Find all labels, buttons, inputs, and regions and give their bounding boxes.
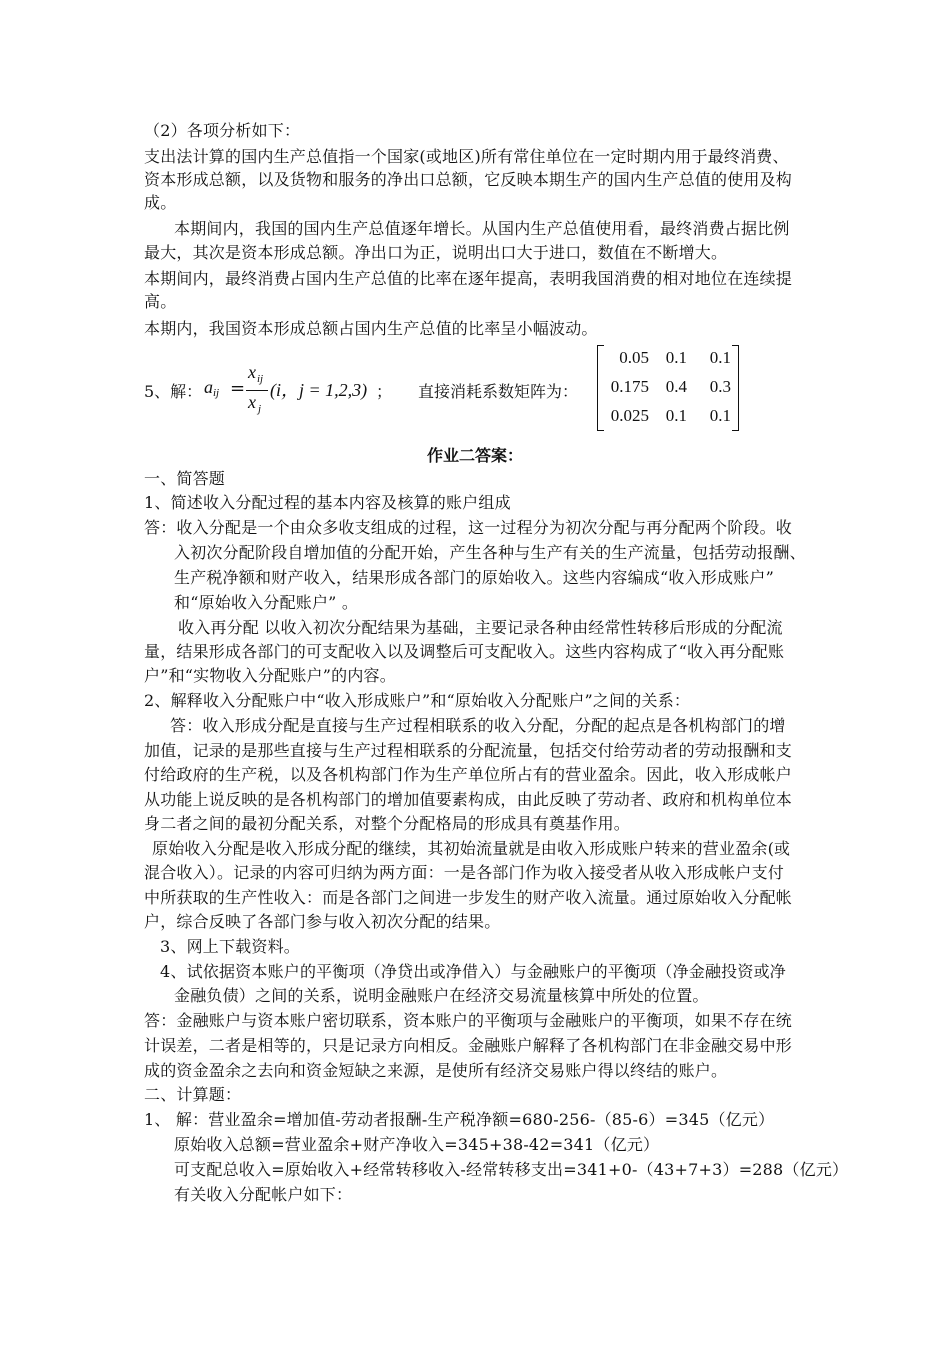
question-line: 金融负债）之间的关系，说明金融账户在经济交易流量核算中所处的位置。	[174, 986, 709, 1005]
formula-equals: =	[230, 378, 246, 399]
formula-numerator: x	[248, 362, 256, 382]
answer-line: 答：收入形成分配是直接与生产过程相联系的收入分配，分配的起点是各机构部门的增	[170, 716, 786, 735]
section-heading: 二、计算题：	[144, 1085, 242, 1104]
answer-line: 生产税净额和财产收入，结果形成各部门的原始收入。这些内容编成“收入形成账户”	[174, 568, 774, 587]
answer-line: 混合收入）。记录的内容可归纳为两方面：一是各部门作为收入接受者从收入形成帐户支付	[144, 863, 785, 882]
fraction-bar	[246, 390, 268, 391]
calculation-line: 可支配总收入=原始收入+经常转移收入-经常转移支出=341+0-（43+7+3）=288（亿元）	[174, 1160, 849, 1179]
formula-lhs-sub: ij	[213, 387, 220, 399]
matrix-cell: 0.175	[610, 377, 649, 396]
formula-numerator-sub: ij	[257, 373, 264, 385]
answer-line: 身二者之间的最初分配关系，对整个分配格局的形成具有奠基作用。	[144, 814, 631, 833]
calculation-line: 原始收入总额=营业盈余+财产净收入=345+38-42=341（亿元）	[174, 1135, 660, 1154]
paragraph-line: 成。	[144, 193, 177, 212]
matrix-cell: 0.3	[709, 377, 731, 396]
formula-arguments: (i，j = 1,2,3)	[270, 380, 368, 400]
paragraph-line: 高。	[144, 292, 177, 311]
paragraph-line: 支出法计算的国内生产总值指一个国家(或地区)所有常住单位在一定时期内用于最终消费、	[144, 147, 789, 166]
answer-line: 户，综合反映了各部门参与收入初次分配的结果。	[144, 912, 501, 931]
matrix-cell: 0.1	[709, 406, 731, 425]
coefficient-matrix	[597, 345, 739, 429]
matrix-cell: 0.1	[665, 348, 687, 367]
answer-line: 从功能上说反映的是各机构部门的增加值要素构成，由此反映了劳动者、政府和机构单位本	[144, 790, 793, 809]
answer-line: 入初次分配阶段自增加值的分配开始，产生各种与生产有关的生产流量，包括劳动报酬、	[174, 543, 806, 562]
answer-line: 加值，记录的是那些直接与生产过程相联系的分配流量，包括交付给劳动者的劳动报酬和支	[144, 741, 793, 760]
answer-line: 和“原始收入分配账户” 。	[174, 593, 359, 612]
formula-denominator: x	[248, 392, 256, 412]
answer-line: 答：收入分配是一个由众多收支组成的过程，这一过程分为初次分配与再分配两个阶段。收	[144, 518, 793, 537]
formula-separator: ；	[376, 382, 393, 401]
paragraph-line: 最大，其次是资本形成总额。净出口为正，说明出口大于进口，数值在不断增大。	[144, 243, 728, 262]
formula-lhs: a	[204, 377, 213, 397]
paragraph-line: 本期间内，最终消费占国内生产总值的比率在逐年提高，表明我国消费的相对地位在连续提	[144, 269, 793, 288]
answer-line: 原始收入分配是收入形成分配的继续，其初始流量就是由收入形成账户转来的营业盈余(或	[152, 839, 791, 858]
matrix-cell: 0.4	[665, 377, 687, 396]
calculation-line: 1、 解：营业盈余=增加值-劳动者报酬-生产税净额=680-256-（85-6）=345（亿元）	[144, 1110, 775, 1129]
answer-line: 付给政府的生产税，以及各机构部门作为生产单位所占有的营业盈余。因此，收入形成帐户	[144, 765, 793, 784]
question-line: 3、网上下载资料。	[160, 937, 300, 956]
paragraph-line: 本期间内，我国的国内生产总值逐年增长。从国内生产总值使用看，最终消费占据比例	[174, 219, 790, 238]
answer-line: 计误差，二者是相等的，只是记录方向相反。金融账户解释了各机构部门在非金融交易中形	[144, 1036, 793, 1055]
question-line: 4、试依据资本账户的平衡项（净贷出或净借入）与金融账户的平衡项（净金融投资或净	[160, 962, 786, 981]
answer-line: 成的资金盈余之去向和资金短缺之来源，是使所有经济交易账户得以终结的账户。	[144, 1061, 728, 1080]
section-heading: 一、简答题	[144, 469, 226, 488]
calculation-line: 有关收入分配帐户如下：	[174, 1185, 353, 1204]
matrix-cell: 0.1	[709, 348, 731, 367]
answer-line: 收入再分配 以收入初次分配结果为基础，主要记录各种由经常性转移后形成的分配流	[178, 618, 783, 637]
section-heading: （2）各项分析如下：	[144, 121, 301, 140]
question-line: 2、解释收入分配账户中“收入形成账户”和“原始收入分配账户”之间的关系：	[144, 691, 691, 710]
page-title: 作业二答案：	[426, 446, 523, 465]
answer-line: 答：金融账户与资本账户密切联系，资本账户的平衡项与金融账户的平衡项，如果不存在统	[144, 1011, 793, 1030]
matrix-cell: 0.05	[619, 348, 649, 367]
matrix-label: 直接消耗系数矩阵为：	[418, 382, 579, 401]
formula-prefix: 5、解：	[144, 382, 203, 401]
paragraph-line: 本期内，我国资本形成总额占国内生产总值的比率呈小幅波动。	[144, 319, 598, 338]
matrix-cell: 0.025	[610, 406, 649, 425]
matrix-left-bracket	[597, 345, 604, 431]
matrix-right-bracket	[732, 345, 739, 431]
answer-line: 中所获取的生产性收入：而是各部门之间进一步发生的财产收入流量。通过原始收入分配帐	[144, 888, 793, 907]
matrix-cell: 0.1	[665, 406, 687, 425]
answer-line: 户”和“实物收入分配账户”的内容。	[144, 666, 396, 685]
question-line: 1、简述收入分配过程的基本内容及核算的账户组成	[144, 493, 511, 512]
formula-denominator-sub: j	[258, 403, 262, 415]
paragraph-line: 资本形成总额，以及货物和服务的净出口总额，它反映本期生产的国内生产总值的使用及构	[144, 170, 793, 189]
answer-line: 量，结果形成各部门的可支配收入以及调整后可支配收入。这些内容构成了“收入再分配账	[144, 642, 785, 661]
